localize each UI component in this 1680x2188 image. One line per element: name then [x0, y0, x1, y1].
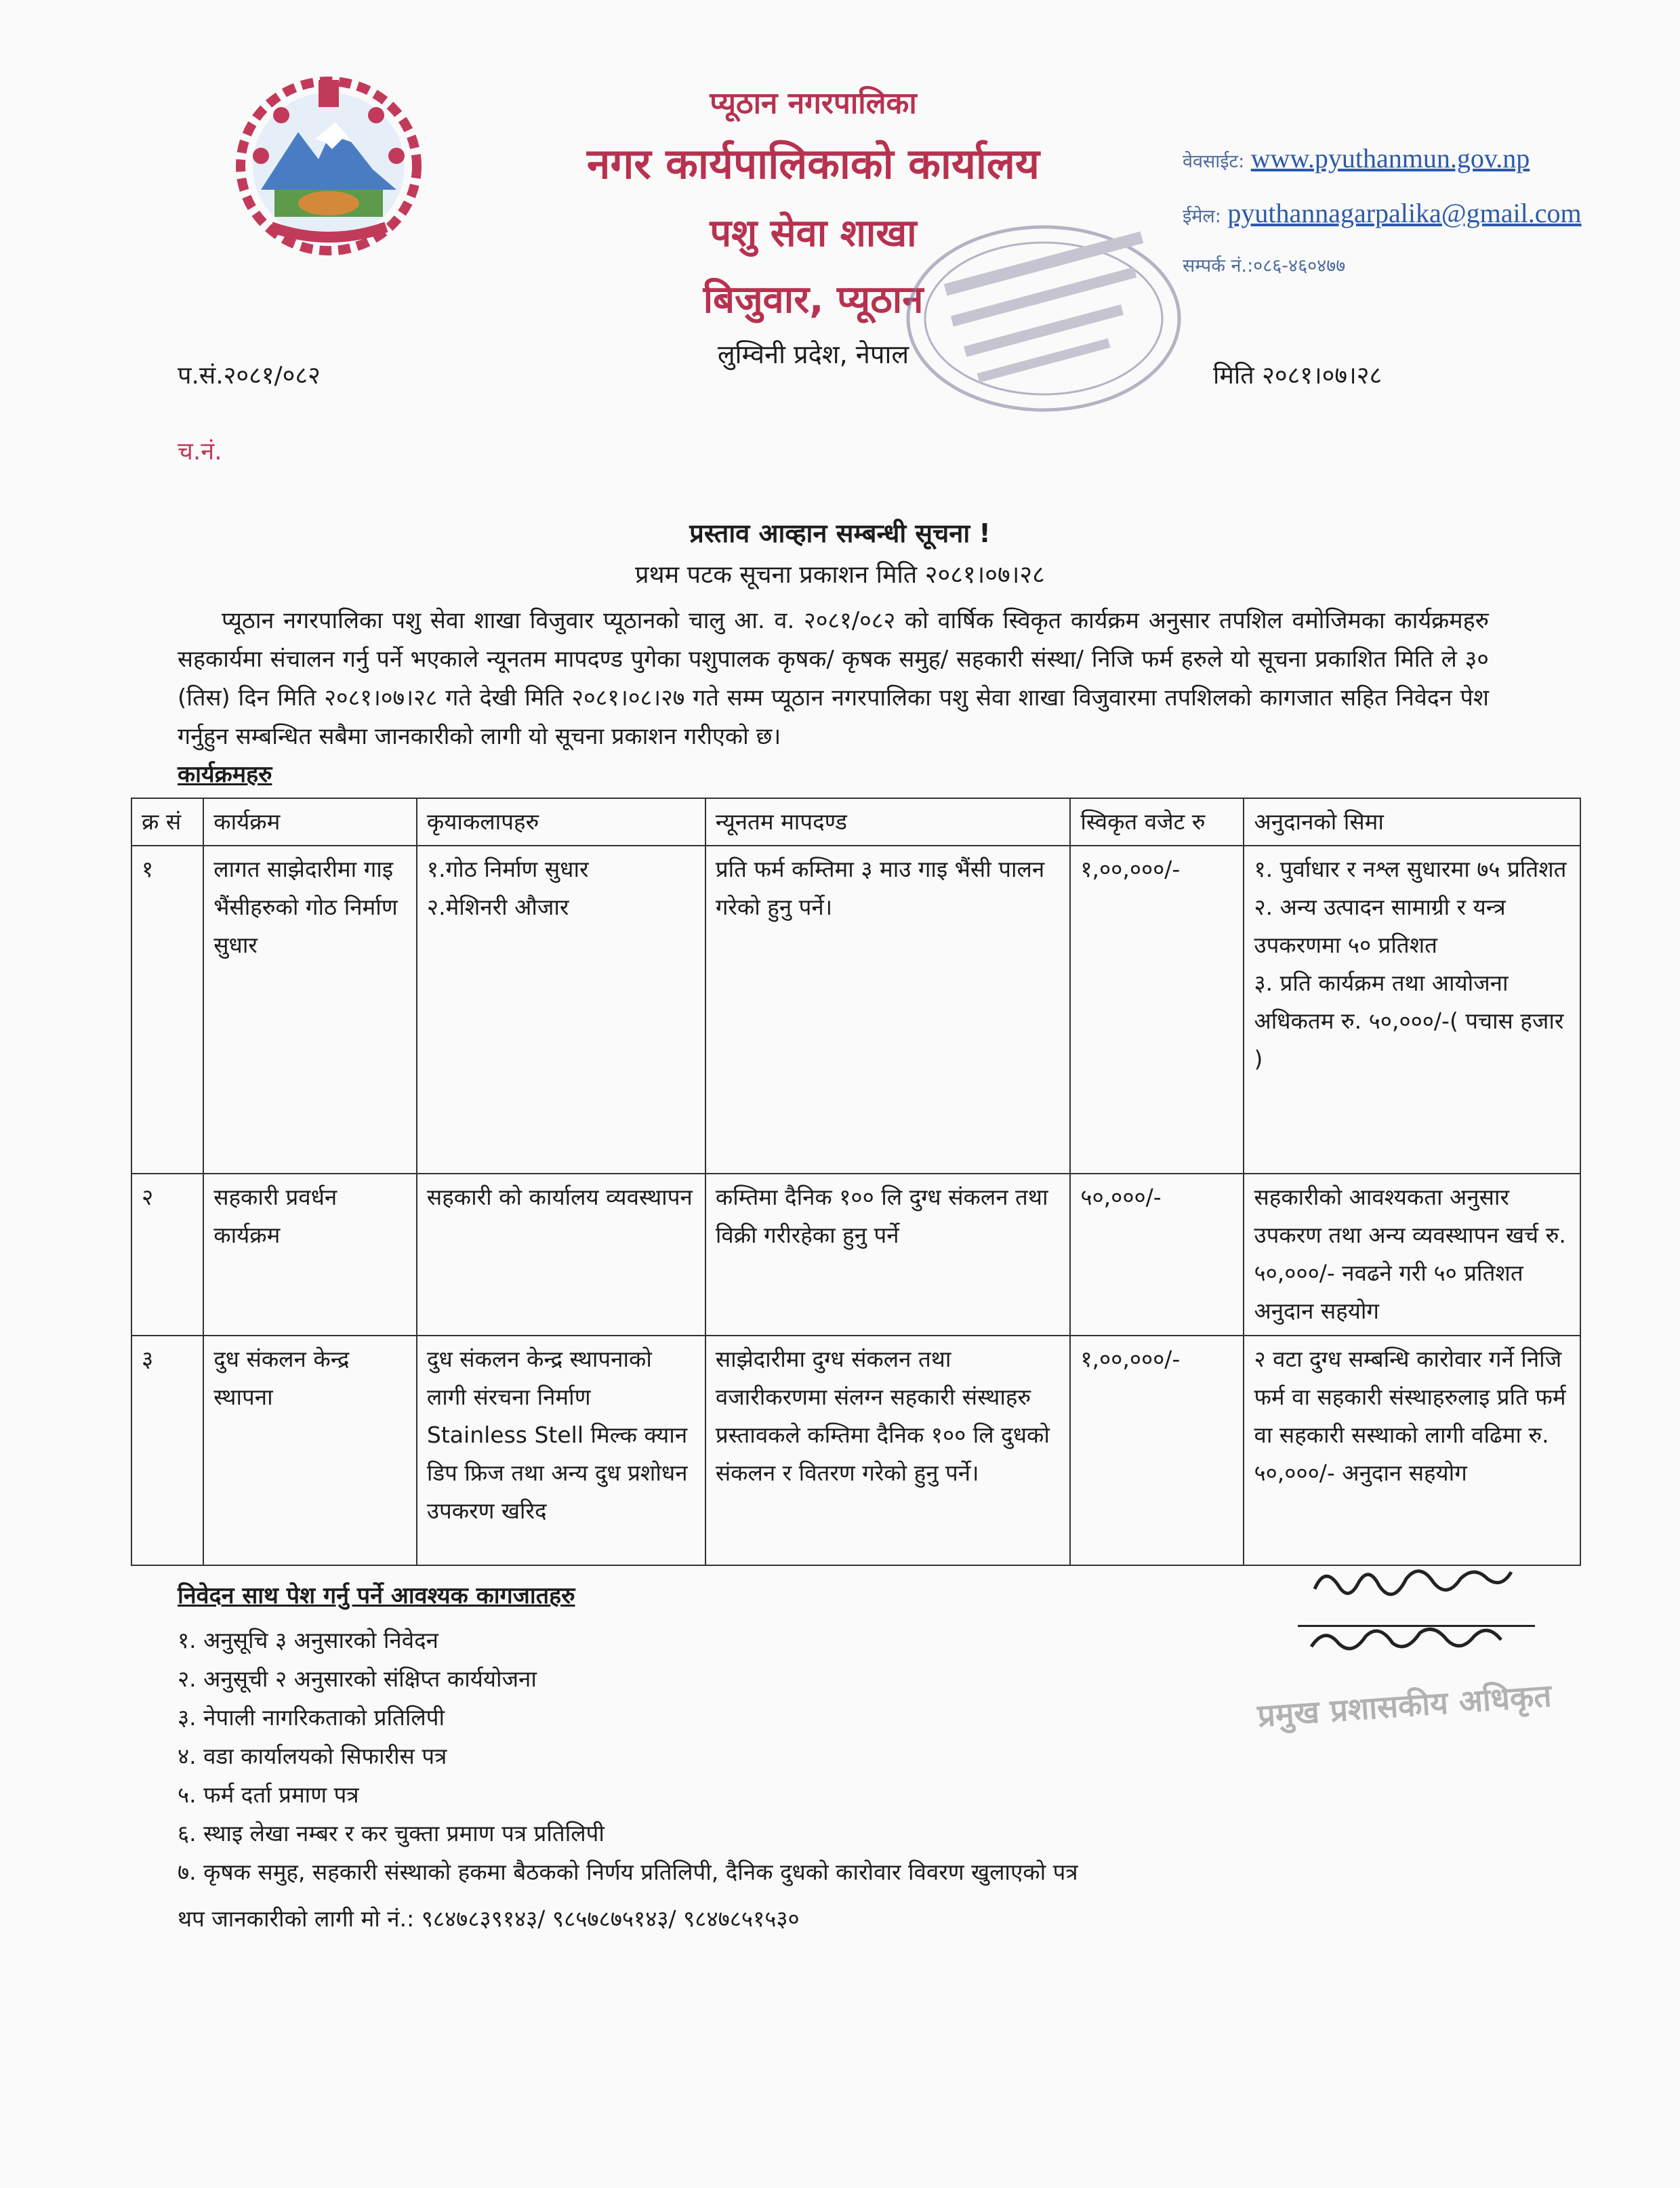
- row-criteria: [705, 1336, 1071, 1565]
- dispatch-number: च.नं.: [178, 438, 222, 466]
- limit-item: सहकारीको आवश्यकता अनुसार उपकरण तथा अन्य व्यवस्थापन खर्च रु. ५०,०००/- नवढने गरी ५० प्रतिशत अनुदान सहयोग: [1254, 1184, 1566, 1324]
- contact-block: [1183, 142, 1657, 300]
- row-activities: [417, 1174, 705, 1336]
- header-activities: कृयाकलापहरु: [417, 798, 705, 846]
- header-criteria: न्यूनतम मापदण्ड: [705, 798, 1071, 846]
- header-budget: स्विकृत वजेट रु: [1070, 798, 1244, 846]
- phone-number: सम्पर्क नं.:०८६-४६०४७७: [1183, 255, 1346, 276]
- list-item: २. अनुसूची २ अनुसारको संक्षिप्त कार्ययोजना: [178, 1666, 537, 1692]
- table-header-row: [131, 798, 1580, 846]
- row-program: सहकारी प्रवर्धन कार्यक्रम: [203, 1174, 417, 1336]
- criteria-item: कम्तिमा दैनिक १०० लि दुग्ध संकलन तथा विक्री गरीरहेका हुनु पर्ने: [715, 1184, 1048, 1248]
- row-budget: ५०,०००/-: [1070, 1174, 1244, 1336]
- signatory-title: प्रमुख प्रशासकीय अधिकृत: [1256, 1676, 1553, 1735]
- programs-table: [131, 798, 1581, 1566]
- row-criteria: [705, 1174, 1071, 1336]
- row-limit: [1244, 1336, 1580, 1565]
- row-sn: ३: [131, 1336, 203, 1565]
- letter-date: मिति २०८१।०७।२८: [1213, 362, 1382, 390]
- list-item: ३. नेपाली नागरिकताको प्रतिलिपी: [178, 1704, 445, 1731]
- activity-item: सहकारी को कार्यालय व्यवस्थापन: [426, 1184, 693, 1210]
- reference-number: प.सं.२०८१/०८२: [178, 362, 321, 390]
- header-sn: क्र सं: [131, 798, 203, 846]
- row-limit: [1244, 1174, 1580, 1336]
- row-sn: १: [131, 846, 203, 1174]
- activity-item: २.मेशिनरी औजार: [426, 894, 569, 920]
- website-link[interactable]: www.pyuthanmun.gov.np: [1250, 143, 1530, 173]
- row-activities: [417, 846, 705, 1174]
- row-limit: [1244, 846, 1580, 1174]
- limit-item: ३. प्रति कार्यक्रम तथा आयोजना अधिकतम रु. ५०,०००/-( पचास हजार ): [1254, 970, 1564, 1072]
- row-program: लागत साझेदारीमा गाइ भैंसीहरुको गोठ निर्माण सुधार: [203, 846, 417, 1174]
- criteria-item: प्रस्तावकले कम्तिमा दैनिक १०० लि दुधको संकलन र वितरण गरेको हुनु पर्ने।: [715, 1422, 1050, 1486]
- header-limit: अनुदानको सिमा: [1244, 798, 1580, 846]
- table-row: [131, 1336, 1580, 1565]
- office-stamp-icon: [901, 217, 1186, 420]
- signature-line: [1298, 1625, 1535, 1627]
- website-label: वेवसाईट:: [1183, 151, 1245, 172]
- municipality-name: प्यूठान नगरपालिका: [710, 86, 917, 121]
- activity-item: १.गोठ निर्माण सुधार: [426, 856, 589, 882]
- row-program: दुध संकलन केन्द्र स्थापना: [203, 1336, 417, 1565]
- list-item: ७. कृषक समुह, सहकारी संस्थाको हकमा बैठकको निर्णय प्रतिलिपी, दैनिक दुधको कारोवार विवरण खुलाएको पत्र: [178, 1859, 1078, 1885]
- contact-numbers: थप जानकारीको लागी मो नं.: ९८४७८३९१४३/ ९८५७८७५१४३/ ९८४७८५१५३०: [178, 1905, 800, 1932]
- notice-title: प्रस्ताव आव्हान सम्बन्धी सूचना !: [689, 518, 991, 548]
- programs-heading: कार्यक्रमहरु: [178, 761, 272, 788]
- nepal-emblem-icon: [234, 75, 424, 257]
- criteria-item: प्रति फर्म कम्तिमा ३ माउ गाइ भैंसी पालन गरेको हुनु पर्ने।: [715, 856, 1045, 920]
- email-link[interactable]: pyuthannagarpalika@gmail.com: [1227, 198, 1582, 228]
- table-row: [131, 1174, 1580, 1336]
- row-activities: [417, 1336, 705, 1565]
- documents-list: [178, 1621, 1078, 1891]
- notice-subtitle: प्रथम पटक सूचना प्रकाशन मिति २०८१।०७।२८: [635, 561, 1045, 589]
- table-row: [131, 846, 1580, 1174]
- row-sn: २: [131, 1174, 203, 1336]
- header-program: कार्यक्रम: [203, 798, 417, 846]
- limit-item: १. पुर्वाधार र नश्ल सुधारमा ७५ प्रतिशत: [1254, 856, 1567, 882]
- email-label: ईमेल:: [1183, 206, 1221, 227]
- notice-body: प्यूठान नगरपालिका पशु सेवा शाखा विजुवार प्यूठानको चालु आ. व. २०८१/०८२ को वार्षिक स्विकृत कार्यक्रम अनुसार तपशिल वमोजिमका कार्यक्रमहरु सहकार्यमा संचालन गर्नु पर्ने भएकाले न्यूनतम मापदण्ड पुगेका पशुपालक कृषक/ कृषक समुह/ सहकारी संस्था/ निजि फर्म हरुले यो सूचना प्रकाशित मिति ले ३० (तिस) दिन मिति २०८१।०७।२८ गते देखी मिति २०८१।०८।२७ गते सम्म प्यूठान नगरपालिका पशु सेवा शाखा विजुवारमा तपशिलको कागजात सहित निवेदन पेश गर्नुहुन सम्बन्धित सबैमा जानकारीको लागी यो सूचना प्रकाशन गरीएको छ।: [178, 607, 1489, 750]
- row-budget: १,००,०००/-: [1070, 1336, 1244, 1565]
- row-criteria: [705, 846, 1071, 1174]
- list-item: ६. स्थाइ लेखा नम्बर र कर चुक्ता प्रमाण पत्र प्रतिलिपी: [178, 1820, 605, 1846]
- limit-item: २. अन्य उत्पादन सामाग्री र यन्त्र उपकरणमा ५० प्रतिशत: [1254, 894, 1506, 958]
- documents-heading: निवेदन साथ पेश गर्नु पर्ने आवश्यक कागजातहरु: [178, 1582, 575, 1609]
- section-name: पशु सेवा शाखा: [710, 211, 917, 255]
- office-name: नगर कार्यपालिकाको कार्यालय: [587, 139, 1040, 188]
- handwritten-signature-icon: [1284, 1552, 1596, 1667]
- office-address: बिजुवार, प्यूठान: [703, 278, 924, 322]
- province-name: लुम्विनी प्रदेश, नेपाल: [717, 339, 909, 369]
- list-item: ४. वडा कार्यालयको सिफारीस पत्र: [178, 1743, 447, 1769]
- activity-item: दुध संकलन केन्द्र स्थापनाको लागी संरचना निर्माण Stainless Stell मिल्क क्यान डिप फ्रिज तथा अन्य दुध प्रशोधन उपकरण खरिद: [426, 1346, 688, 1524]
- limit-item: २ वटा दुग्ध सम्बन्धि कारोवार गर्ने निजि फर्म वा सहकारी संस्थाहरुलाइ प्रति फर्म वा सहकारी सस्थाको लागी वढिमा रु. ५०,०००/- अनुदान सहयोग: [1254, 1346, 1566, 1486]
- criteria-item: साझेदारीमा दुग्ध संकलन तथा वजारीकरणमा संलग्न सहकारी संस्थाहरु: [715, 1346, 1031, 1410]
- list-item: ५. फर्म दर्ता प्रमाण पत्र: [178, 1781, 359, 1808]
- list-item: १. अनुसूचि ३ अनुसारको निवेदन: [178, 1627, 438, 1653]
- row-budget: १,००,०००/-: [1070, 846, 1244, 1174]
